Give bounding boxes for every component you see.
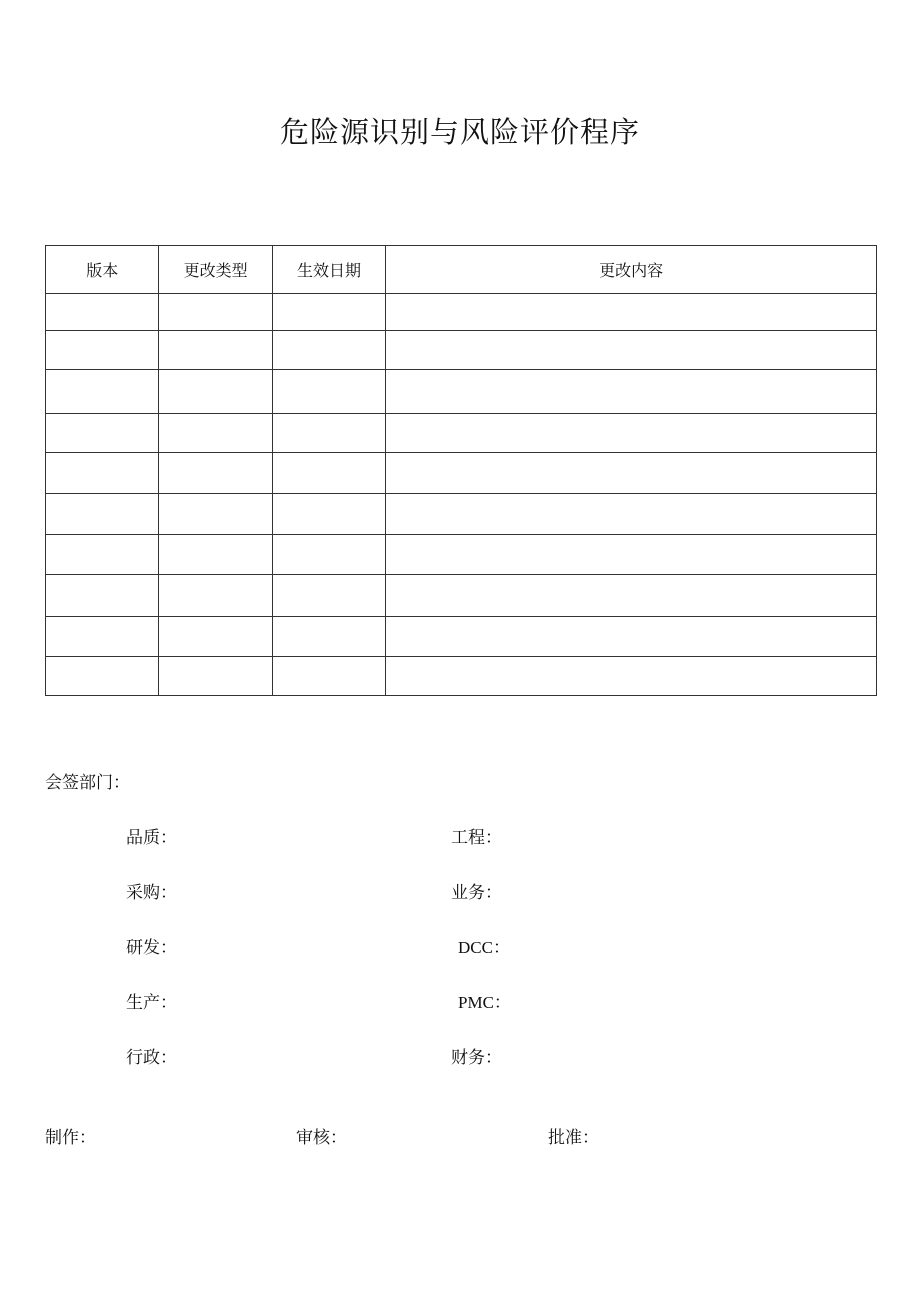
table-header-row [46, 246, 877, 294]
revision-history-table [45, 245, 877, 696]
table-row [46, 494, 877, 535]
table-cell [386, 575, 877, 617]
table-cell [386, 294, 877, 331]
table-row [46, 331, 877, 370]
table-cell [272, 453, 385, 494]
table-cell [46, 370, 159, 414]
table-cell [159, 535, 272, 575]
table-row [46, 294, 877, 331]
table-row [46, 414, 877, 453]
header-change-type: 更改类型 [159, 246, 272, 294]
table-cell [159, 494, 272, 535]
table-cell [159, 617, 272, 657]
dept-engineering-label: 工程： [451, 828, 502, 848]
table-cell [272, 657, 385, 696]
table-cell [386, 414, 877, 453]
table-cell [46, 294, 159, 331]
table-cell [272, 617, 385, 657]
prepared-by-label: 制作： [45, 1128, 96, 1148]
table-cell [272, 414, 385, 453]
table-cell [386, 494, 877, 535]
table-cell [159, 657, 272, 696]
table-cell [46, 657, 159, 696]
table-cell [46, 494, 159, 535]
dept-purchasing-label: 采购： [126, 883, 177, 903]
table-cell [272, 575, 385, 617]
table-row [46, 535, 877, 575]
document-title: 危险源识别与风险评价程序 [279, 115, 640, 149]
table-cell [386, 535, 877, 575]
table-cell [386, 370, 877, 414]
table-cell [272, 331, 385, 370]
table-cell [159, 575, 272, 617]
table-cell [386, 453, 877, 494]
table-cell [272, 294, 385, 331]
table-cell [159, 453, 272, 494]
header-version: 版本 [46, 246, 159, 294]
table-cell [46, 617, 159, 657]
table-cell [46, 575, 159, 617]
table-cell [272, 494, 385, 535]
table-cell [46, 331, 159, 370]
table-row [46, 617, 877, 657]
header-effective-date: 生效日期 [272, 246, 385, 294]
dept-quality-label: 品质： [126, 828, 177, 848]
dept-administration-label: 行政： [126, 1048, 177, 1068]
dept-rd-label: 研发： [126, 938, 177, 958]
table-cell [159, 294, 272, 331]
dept-finance-label: 财务： [451, 1048, 502, 1068]
table-cell [272, 535, 385, 575]
table-cell [46, 535, 159, 575]
table-row [46, 657, 877, 696]
table-row [46, 370, 877, 414]
table-row [46, 453, 877, 494]
dept-production-label: 生产： [126, 993, 177, 1013]
table-row [46, 575, 877, 617]
table-cell [159, 414, 272, 453]
table-cell [386, 331, 877, 370]
dept-pmc-label: PMC： [458, 993, 511, 1012]
table-cell [46, 414, 159, 453]
table-cell [46, 453, 159, 494]
dept-dcc-label: DCC： [458, 938, 510, 957]
signoff-departments-label: 会签部门： [45, 773, 130, 793]
table-cell [159, 370, 272, 414]
table-cell [386, 657, 877, 696]
table-cell [386, 617, 877, 657]
table-cell [272, 370, 385, 414]
dept-sales-label: 业务： [451, 883, 502, 903]
header-change-content: 更改内容 [386, 246, 877, 294]
approved-by-label: 批准： [548, 1128, 599, 1148]
reviewed-by-label: 审核： [296, 1128, 347, 1148]
table-cell [159, 331, 272, 370]
